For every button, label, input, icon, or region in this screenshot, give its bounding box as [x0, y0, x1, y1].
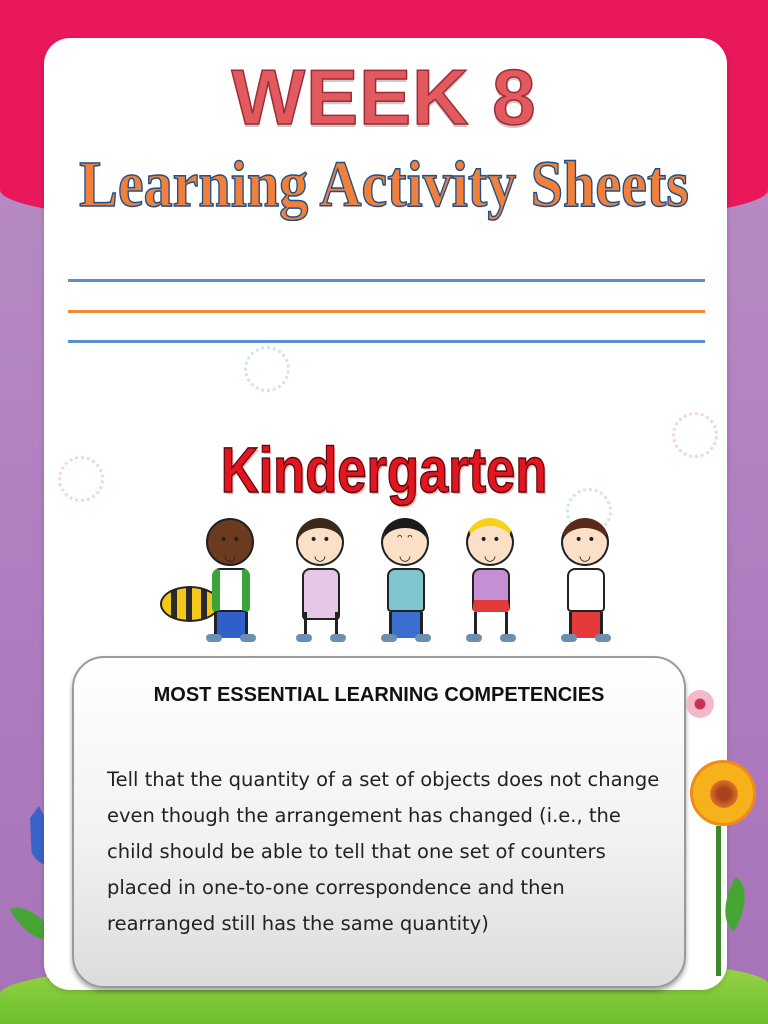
divider-orange: [68, 310, 705, 313]
kid-4: • • ◡: [450, 518, 530, 648]
pink-flower-icon: [686, 690, 714, 718]
competencies-box: [72, 656, 686, 988]
divider-blue-bottom: [68, 340, 705, 343]
subtitle: Learning Activity Sheets: [79, 148, 689, 221]
divider-blue-top: [68, 279, 705, 282]
sunflower-icon: [690, 760, 756, 826]
kid-3: ᵔ ᵔ ◡: [365, 518, 445, 648]
competencies-heading: MOST ESSENTIAL LEARNING COMPETENCIES: [153, 684, 605, 706]
competencies-text: Tell that the quantity of a set of objects does not change even though the arrangement has changed (i.e., the child should be able to tell that one set of counters placed in one-to-one correspondence and then rearranged still has the same quantity): [107, 768, 660, 935]
sunflower-stem: [716, 826, 721, 976]
kid-1: • • ◡: [190, 518, 270, 648]
children-illustration: [160, 518, 630, 653]
kid-5: • • ◡: [545, 518, 625, 648]
kid-2: • • ◡: [280, 518, 360, 648]
grade-level-title: Kindergarten: [220, 434, 548, 506]
decor-flower-icon: [244, 346, 290, 392]
week-title: WEEK 8: [231, 53, 537, 141]
